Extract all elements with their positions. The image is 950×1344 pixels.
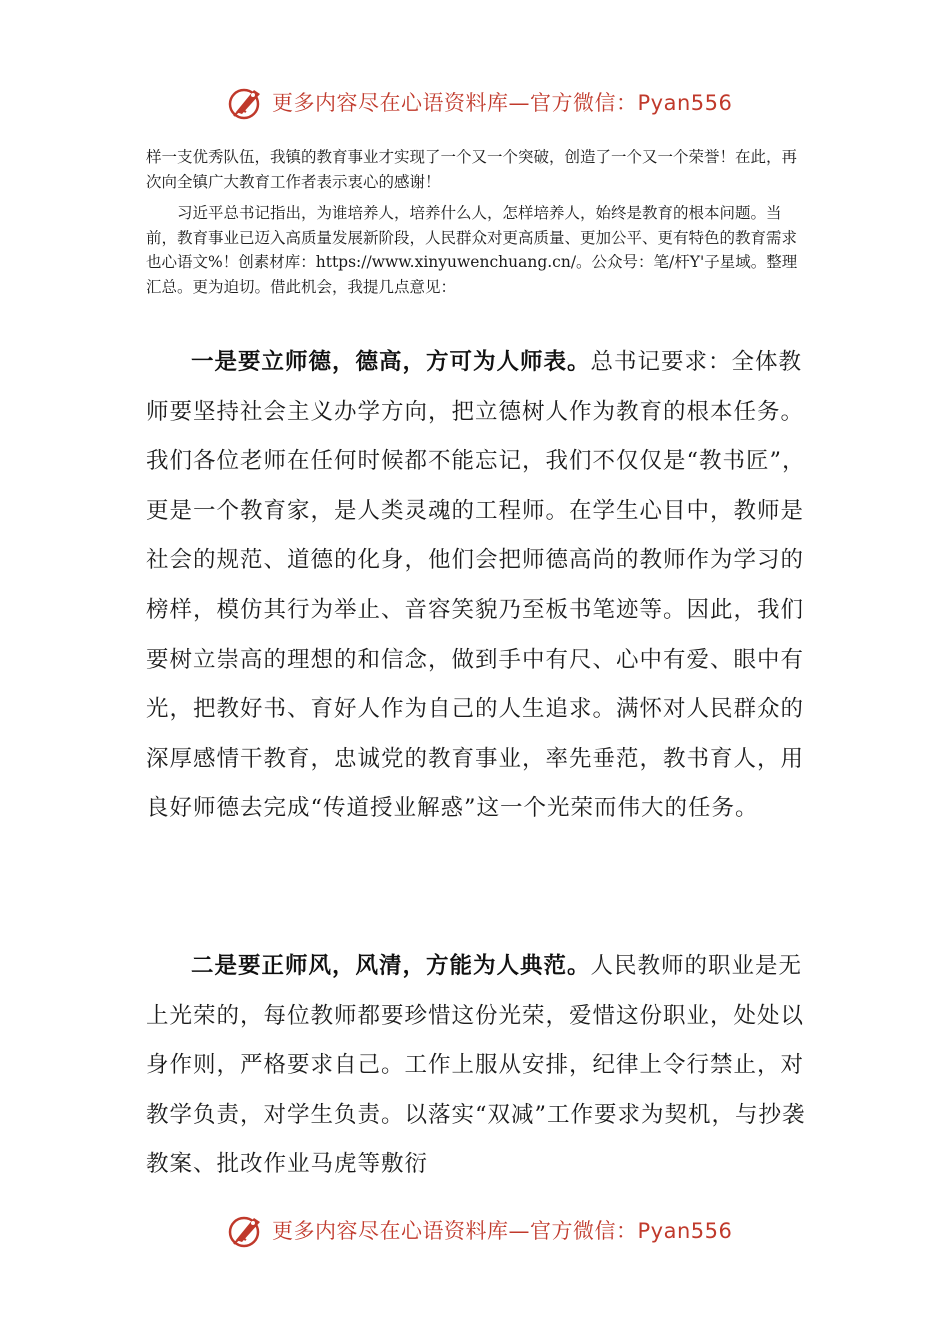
paragraph-intro: 样一支优秀队伍，我镇的教育事业才实现了一个又一个突破，创造了一个又一个荣誉！在此，再次向全镇广大教育工作者表示衷心的感谢！ bbox=[146, 148, 798, 191]
footer-banner bbox=[226, 1208, 746, 1252]
point-two-body: 人民教师的职业是无上光荣的，每位教师都要珍惜这份光荣，爱惜这份职业，处处以身作则，严格要求自己。工作上服从安排，纪律上令行禁止，对教学负责，对学生负责。以落实“双减”工作要求为契机，与抄袭教案、批改作业马虎等敷衍 bbox=[146, 953, 806, 1178]
point-one-paragraph bbox=[146, 338, 806, 834]
header-banner-text: 更多内容尽在心语资料库—官方微信：Pyan556 bbox=[272, 91, 733, 115]
point-two-heading: 二是要正师风，风清，方能为人典范。 bbox=[191, 953, 591, 979]
header-banner bbox=[226, 80, 746, 124]
point-one-body: 总书记要求：全体教师要坚持社会主义办学方向，把立德树人作为教育的根本任务。我们各位老师在任何时候都不能忘记，我们不仅仅是“教书匠”，更是一个教育家，是人类灵魂的工程师。在学生心目中，教师是社会的规范、道德的化身，他们会把师德高尚的教师作为学习的榜样，模仿其行为举止、音容笑貌乃至板书笔迹等。因此，我们要树立崇高的理想的和信念，做到手中有尺、心中有爱、眼中有光，把教好书、育好人作为自己的人生追求。满怀对人民群众的深厚感情干教育，忠诚党的教育事业，率先垂范，教书育人，用良好师德去完成“传道授业解惑”这一个光荣而伟大的任务。 bbox=[146, 349, 806, 822]
pen-nib-logo-icon bbox=[226, 1210, 266, 1250]
point-one-heading: 一是要立师德，德高，方可为人师表。 bbox=[191, 349, 591, 375]
paragraph-instructions: 习近平总书记指出，为谁培养人，培养什么人，怎样培养人，始终是教育的根本问题。当前，教育事业已迈入高质量发展新阶段，人民群众对更高质量、更加公平、更有特色的教育需求也心语文%！创素材库：https://www.xinyuwenchuang.cn/。公众号：笔/杆Y'子星域。整理汇总。更为迫切。借此机会，我提几点意见： bbox=[146, 204, 798, 296]
footer-banner-text: 更多内容尽在心语资料库—官方微信：Pyan556 bbox=[272, 1219, 733, 1243]
point-two-paragraph bbox=[146, 942, 806, 1190]
pen-nib-logo-icon bbox=[226, 82, 266, 122]
